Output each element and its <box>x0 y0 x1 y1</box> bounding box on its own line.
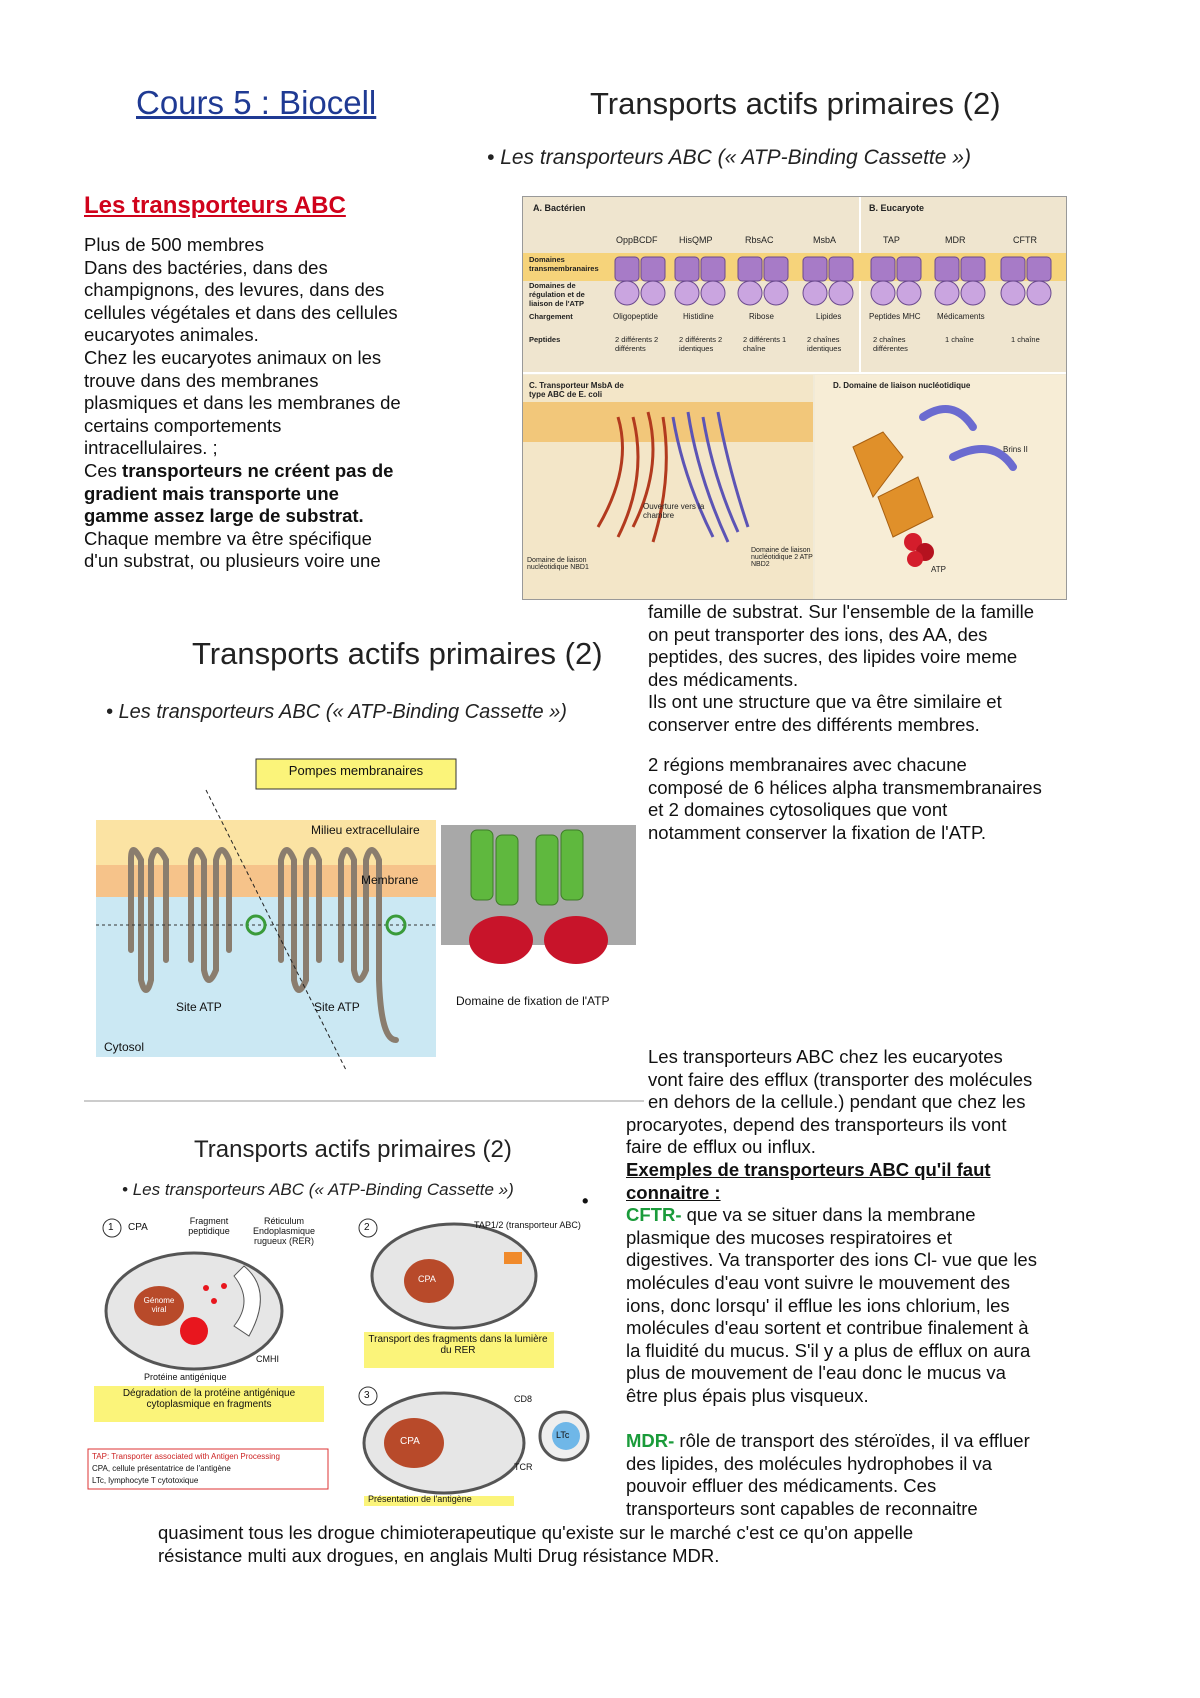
text-line: en dehors de la cellule.) pendant que chez les <box>648 1091 1026 1113</box>
row-label-peptides: Peptides <box>529 335 561 344</box>
col-b-3: CFTR <box>1013 235 1037 245</box>
text-line: composé de 6 hélices alpha transmembranaires <box>648 776 1042 798</box>
genome-label: Génome viral <box>143 1296 175 1314</box>
peptides-b-3: 1 chaîne <box>1011 335 1040 344</box>
divider <box>84 1100 644 1102</box>
cargo-a-4: Lipides <box>816 312 842 321</box>
mdr-label: MDR- <box>626 1430 675 1452</box>
step-2-num: 2 <box>364 1222 370 1233</box>
pump-figure <box>96 750 641 1080</box>
text-line: eucaryotes animales. <box>84 324 259 346</box>
d-label-brins: Brins II <box>1003 445 1028 454</box>
intro-text <box>84 234 484 573</box>
cargo-b-2: Médicaments <box>937 312 985 321</box>
legend-line: TAP: Transporter associated with Antigen Processing <box>92 1452 280 1461</box>
text-line: certains comportements <box>84 414 282 436</box>
text-line: ions, donc lorsqu' il efflue les ions chlorium, les <box>626 1294 1010 1316</box>
slide-bullet-1: • Les transporteurs ABC (« ATP-Binding Cassette ») <box>487 146 971 169</box>
pump-svg <box>96 750 641 1080</box>
abc-structure-figure <box>522 196 1067 600</box>
text-line: cellules végétales et dans des cellules <box>84 301 398 323</box>
text-line: Chaque membre va être spécifique <box>84 527 372 549</box>
text-line: faire de efflux ou influx. <box>626 1136 816 1158</box>
step-1-num: 1 <box>108 1222 114 1233</box>
c-label-nbd2: Domaine de liaison nucléotidique 2 ATP NBD2 <box>751 547 813 568</box>
text-line: Chez les eucaryotes animaux on les <box>84 346 382 368</box>
slide-title-1: Transports actifs primaires (2) <box>590 86 1001 121</box>
tcr-label: TCR <box>514 1462 533 1472</box>
bold-run: transporteurs ne créent pas de <box>122 459 394 481</box>
legend-box <box>92 1451 328 1487</box>
cargo-a-3: Ribose <box>749 312 774 321</box>
bullet-glyph: • <box>582 1189 589 1211</box>
bold-line: gradient mais transporte une <box>84 482 339 504</box>
text-line: et 2 domaines cytosoliques que vont <box>648 799 948 821</box>
fragment-label: Fragment peptidique <box>188 1216 230 1236</box>
section-heading: Les transporteurs ABC <box>84 192 346 219</box>
text-line: on peut transporter des ions, des AA, des <box>648 623 988 645</box>
structure-text <box>648 601 1168 737</box>
atp-domain-label: Domaine de fixation de l'ATP <box>456 994 610 1008</box>
examples-heading-text: connaitre : <box>626 1181 721 1203</box>
text-line: peptides, des sucres, des lipides voire meme <box>648 646 1018 668</box>
degradation-label: Dégradation de la protéine antigénique cytoplasmique en fragments <box>122 1388 296 1410</box>
protein-label: Protéine antigénique <box>144 1372 227 1382</box>
text-line: plus de mouvement de l'eau donc le mucus va <box>626 1362 1006 1384</box>
regions-text <box>648 754 1168 844</box>
legend-line: LTc, lymphocyte T cytotoxique <box>92 1476 199 1485</box>
peptides-a-3: 2 différents 1 chaîne <box>743 335 787 353</box>
slide-title-3: Transports actifs primaires (2) <box>194 1136 512 1163</box>
bottom-text <box>158 1522 1158 1567</box>
antigen-figure <box>84 1206 624 1506</box>
site-atp-1: Site ATP <box>176 1000 222 1014</box>
cargo-a-2: Histidine <box>683 312 714 321</box>
peptides-a-1: 2 différents 2 différents <box>615 335 659 353</box>
col-b-1: TAP <box>883 235 900 245</box>
text-run: Ces <box>84 459 123 481</box>
cargo-a-1: Oligopeptide <box>613 312 658 321</box>
c-label-nbd1: Domaine de liaison nucléotidique NBD1 <box>527 557 589 571</box>
text-line: pouvoir effluer des médicaments. Ces <box>626 1475 937 1497</box>
text-line: la fluidité du mucus. S'il y a plus de efflux on aura <box>626 1339 1031 1361</box>
cargo-b-1: Peptides MHC <box>869 312 921 321</box>
cmhi-label: CMHI <box>256 1354 279 1364</box>
col-a-3: RbsAC <box>745 235 774 245</box>
text-line: champignons, des levures, dans des <box>84 279 385 301</box>
pump-label: Pompes membranaires <box>288 763 424 778</box>
ltc-label: LTc <box>556 1430 570 1440</box>
text-line: Les transporteurs ABC chez les eucaryotes <box>648 1046 1003 1067</box>
efflux-text <box>582 1046 1186 1520</box>
site-atp-2: Site ATP <box>314 1000 360 1014</box>
slide-bullet-3: • Les transporteurs ABC (« ATP-Binding Cassette ») <box>122 1180 514 1199</box>
extracellular-label: Milieu extracellulaire <box>311 823 420 837</box>
text-line: intracellulaires. ; <box>84 437 218 459</box>
text-line: résistance multi aux drogues, en anglais Multi Drug résistance MDR. <box>158 1544 720 1566</box>
col-a-1: OppBCDF <box>616 235 658 245</box>
presentation-label: Présentation de l'antigène <box>368 1494 472 1504</box>
text-line: procaryotes, depend des transporteurs ils vont <box>626 1113 1007 1135</box>
slide-title-2: Transports actifs primaires (2) <box>192 636 603 671</box>
peptides-b-1: 2 chaînes différentes <box>873 335 908 353</box>
text-run: rôle de transport des stéroïdes, il va effluer <box>674 1430 1030 1452</box>
text-line: être plus épais plus visqueux. <box>626 1384 869 1406</box>
cftr-line <box>626 1204 1186 1227</box>
step-3-num: 3 <box>364 1390 370 1401</box>
slide-bullet-text: Les transporteurs ABC (« ATP-Binding Cassette ») <box>500 146 971 169</box>
text-line: d'un substrat, ou plusieurs voire une <box>84 550 381 572</box>
cpa-label-3: CPA <box>400 1436 420 1447</box>
row-label-tm: Domaines transmembranaires <box>529 255 599 273</box>
text-line: digestives. Va transporter des ions Cl- vue que les <box>626 1249 1037 1271</box>
tap-label: TAP1/2 (transporteur ABC) <box>474 1220 581 1230</box>
row-label-charge: Chargement <box>529 312 573 321</box>
text-line: notamment conserver la fixation de l'ATP. <box>648 821 987 843</box>
cd8-label: CD8 <box>514 1394 533 1404</box>
cpa-label-2: CPA <box>418 1274 436 1284</box>
text-line: molécules d'eau sortent et contribue finalement à <box>626 1317 1029 1339</box>
page-title: Cours 5 : Biocell <box>136 84 377 121</box>
text-line <box>84 460 484 483</box>
cytosol-label: Cytosol <box>104 1040 145 1054</box>
col-a-2: HisQMP <box>679 235 713 245</box>
cftr-label: CFTR- <box>626 1204 682 1226</box>
peptides-b-2: 1 chaîne <box>945 335 974 344</box>
text-line: 2 régions membranaires avec chacune <box>648 754 967 775</box>
col-a-4: MsbA <box>813 235 837 245</box>
spacer <box>626 1408 1186 1431</box>
panel-d-label: D. Domaine de liaison nucléotidique <box>833 381 971 390</box>
panel-b-label: B. Eucaryote <box>869 203 925 213</box>
text-line: Plus de 500 membres <box>84 234 264 255</box>
text-line: famille de substrat. Sur l'ensemble de la famille <box>648 601 1035 622</box>
text-line: quasiment tous les drogue chimioterapeutique qu'existe sur le marché c'est ce qu'on appelle <box>158 1522 914 1543</box>
mdr-line <box>626 1430 1186 1453</box>
legend-line: CPA, cellule présentatrice de l'antigène <box>92 1464 231 1473</box>
text-line: transporteurs sont capables de reconnaitre <box>626 1497 978 1519</box>
examples-heading: Exemples de transporteurs ABC qu'il faut <box>626 1158 991 1180</box>
cpa-label-1: CPA <box>128 1222 148 1233</box>
examples-heading <box>582 1181 1186 1211</box>
text-line: molécules d'eau vont suivre le mouvement des <box>626 1271 1011 1293</box>
text-line: plasmiques et dans les membranes de <box>84 392 401 414</box>
text-line: vont faire des efflux (transporter des molécules <box>648 1068 1033 1090</box>
transport-label: Transport des fragments dans la lumière du RER <box>368 1334 548 1356</box>
peptides-a-4: 2 chaînes identiques <box>807 335 842 353</box>
peptides-a-2: 2 différents 2 identiques <box>679 335 723 353</box>
col-b-2: MDR <box>945 235 966 245</box>
text-line: conserver entre des différents membres. <box>648 713 980 735</box>
slide-bullet-text: Les transporteurs ABC (« ATP-Binding Cassette ») <box>132 1180 514 1199</box>
membrane-label: Membrane <box>361 873 419 887</box>
text-line: plasmique des mucoses respiratoires et <box>626 1226 952 1248</box>
text-line: Dans des bactéries, dans des <box>84 256 328 278</box>
slide-bullet-text: Les transporteurs ABC (« ATP-Binding Cassette ») <box>118 701 567 723</box>
panel-a-label: A. Bactérien <box>533 203 586 213</box>
text-line: Ils ont une structure que va être similaire et <box>648 691 1002 713</box>
row-label-atp: Domaines de régulation et de liaison de l'ATP <box>529 281 585 308</box>
rer-label: Réticulum Endoplasmique rugueux (RER) <box>252 1216 316 1246</box>
c-label-opening: Ouverture vers la chambre <box>643 502 705 520</box>
text-run: que va se situer dans la membrane <box>681 1204 976 1226</box>
text-line: trouve dans des membranes <box>84 369 319 391</box>
d-label-atp: ATP <box>931 565 946 574</box>
slide-bullet-2: • Les transporteurs ABC (« ATP-Binding Cassette ») <box>106 701 567 723</box>
bold-line: gamme assez large de substrat. <box>84 505 364 527</box>
text-line: des lipides, des molécules hydrophobes il va <box>626 1452 993 1474</box>
panel-c-label: C. Transporteur MsbA de type ABC de E. coli <box>529 381 624 399</box>
text-line: des médicaments. <box>648 668 799 690</box>
